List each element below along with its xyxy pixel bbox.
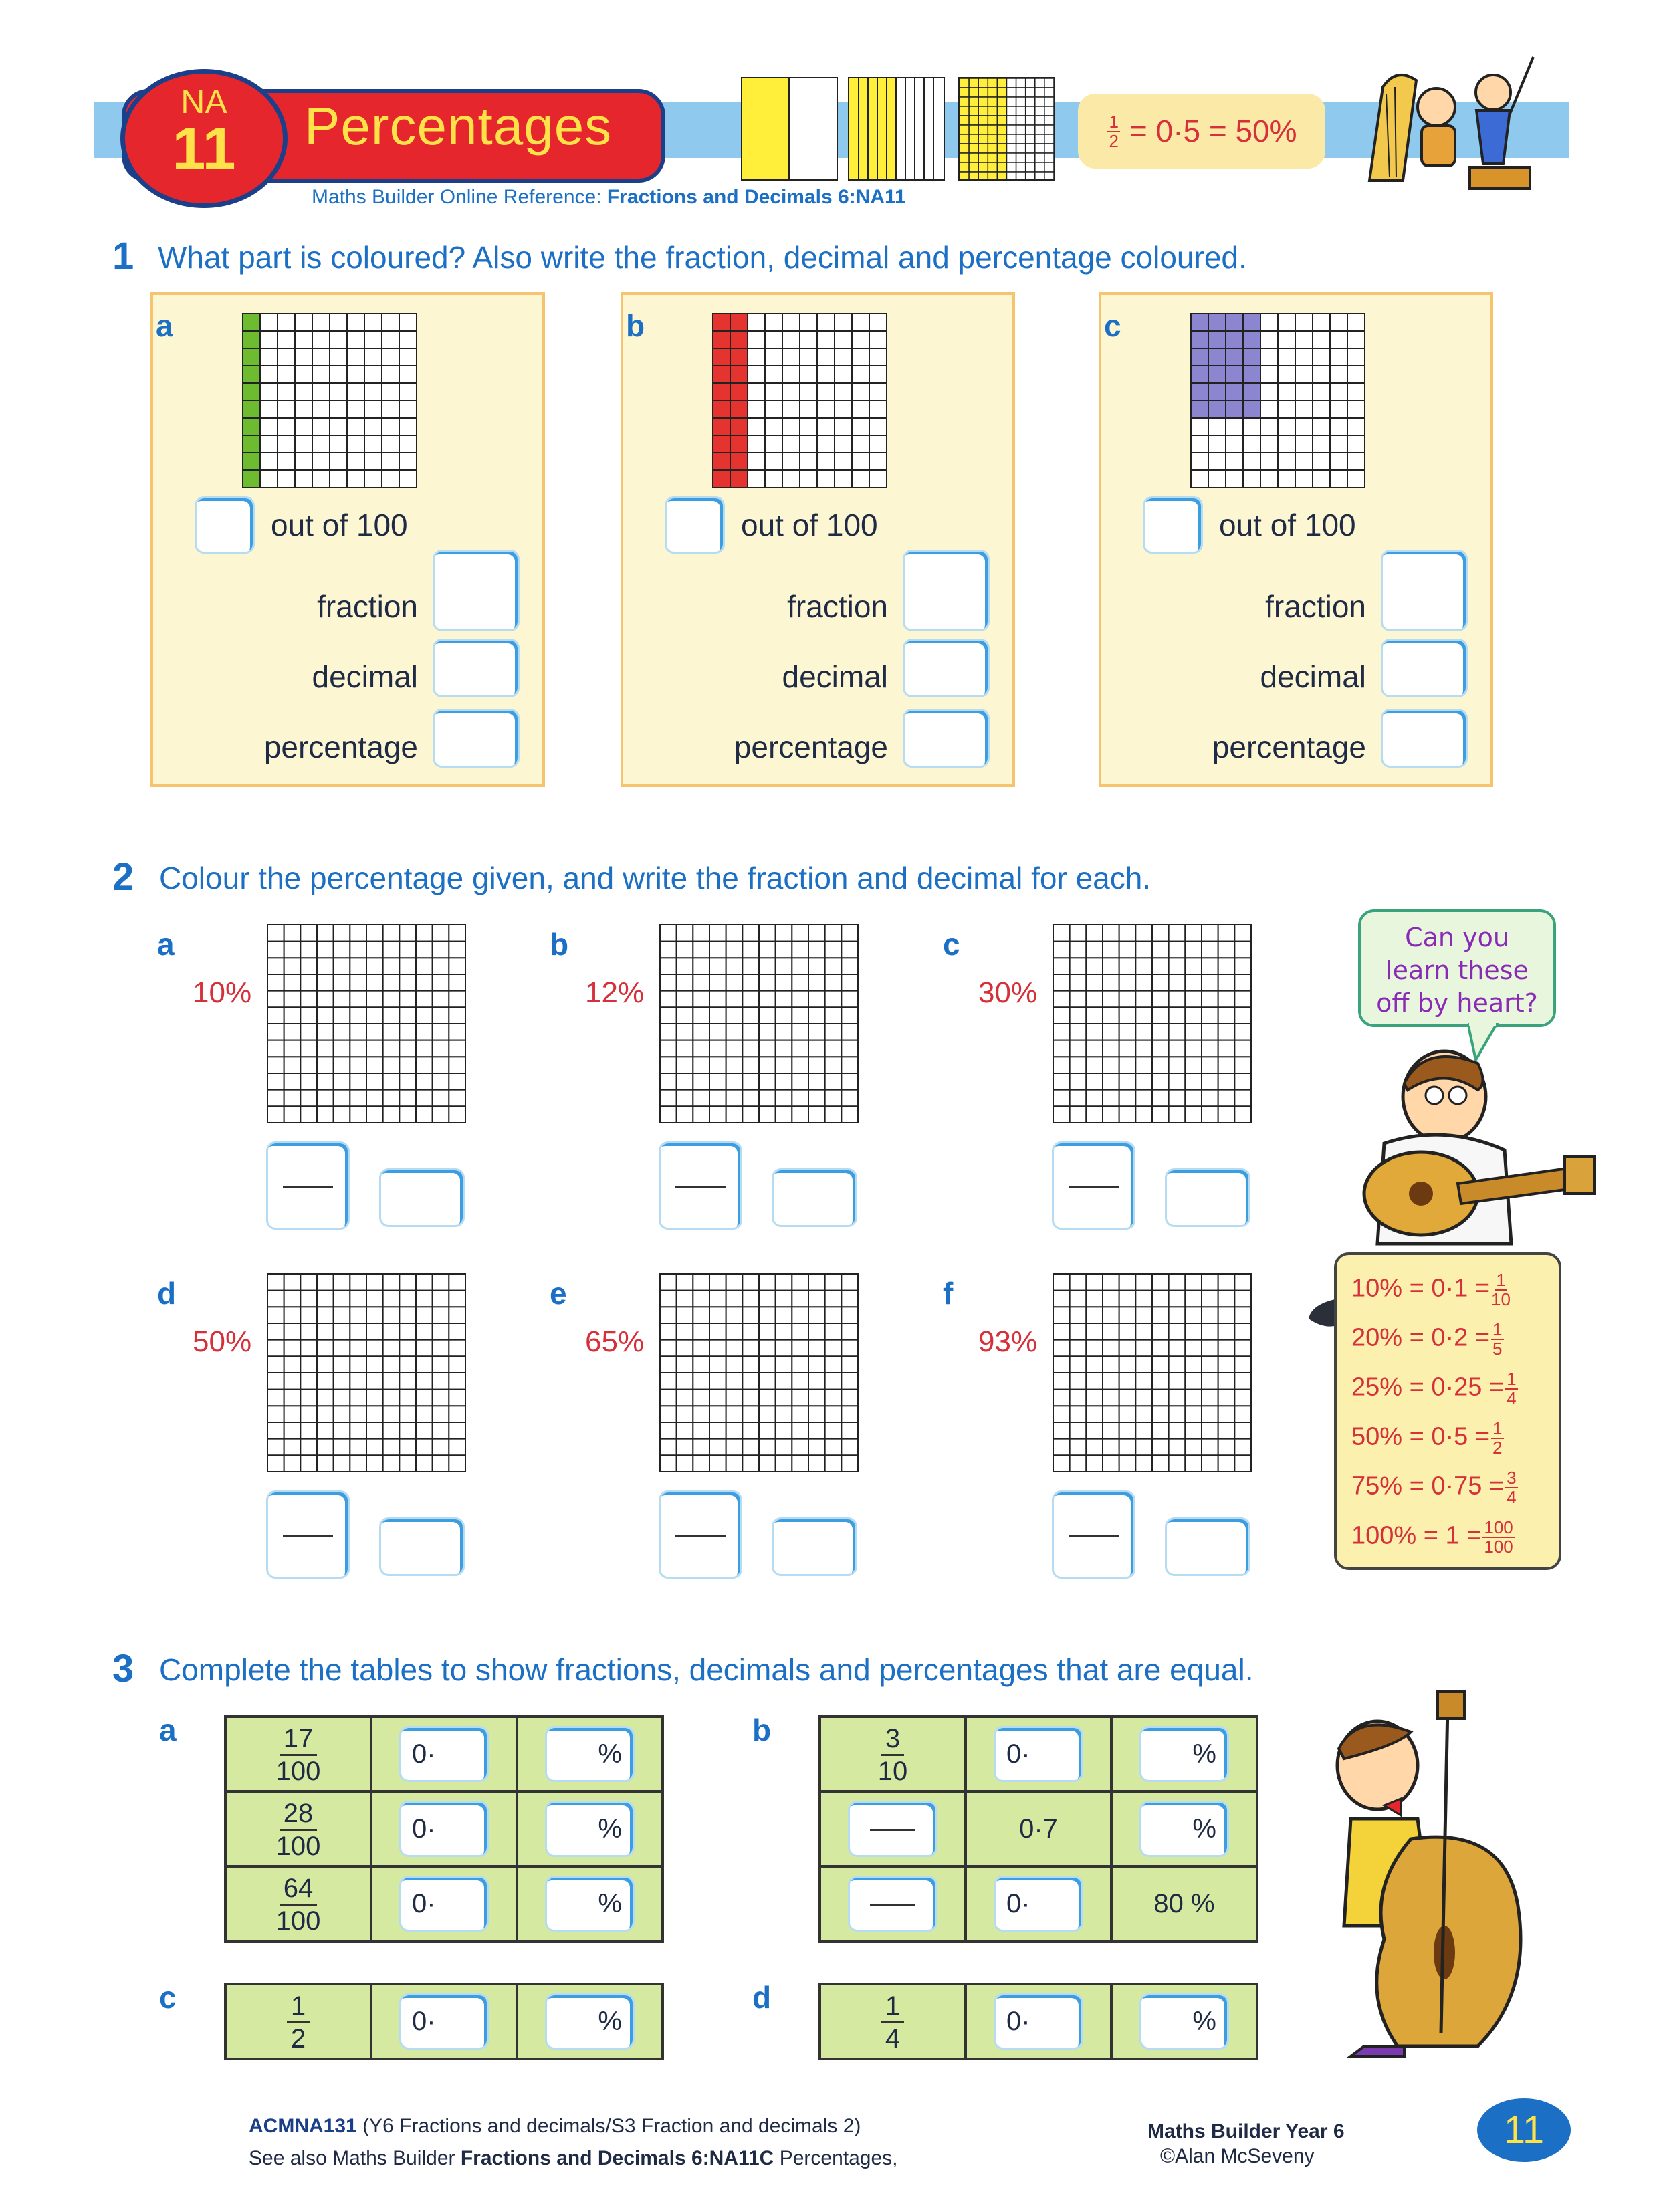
fraction-input[interactable]	[266, 1490, 350, 1579]
hundredths-grid-model	[958, 77, 1055, 181]
half-bar-model	[741, 77, 838, 181]
decimal-input[interactable]	[772, 1517, 857, 1576]
fact-row	[1351, 1519, 1516, 1555]
fact-row	[1351, 1420, 1505, 1456]
decimal-cell: 0·7	[966, 1791, 1111, 1866]
percentage-input[interactable]	[903, 709, 990, 768]
page-number: 11	[1477, 2098, 1571, 2162]
colouring-grid	[266, 923, 467, 1124]
decimal-input[interactable]: 0·	[399, 1726, 489, 1782]
equivalence-facts-card	[1334, 1252, 1561, 1570]
decimal-label: decimal	[782, 659, 888, 694]
table-c	[224, 1983, 664, 2060]
fact-fraction: $\frac{100}{100}$	[1484, 1517, 1513, 1557]
table-d	[818, 1983, 1258, 2060]
out-of-100-input[interactable]	[1143, 496, 1203, 554]
question-2-letter: a	[157, 927, 175, 962]
fraction-cell	[820, 1791, 966, 1866]
decimal-cell	[371, 1866, 517, 1941]
equivalence-note: $\frac{1}{2}$ = 0·5 = 50%	[1078, 94, 1325, 169]
tenths-bar-model	[848, 77, 945, 181]
out-of-label: out of 100	[1219, 508, 1356, 542]
percent-cell	[517, 1791, 663, 1866]
out-of-100-input[interactable]	[665, 496, 725, 554]
table-d-letter: d	[752, 1980, 772, 2015]
out-of-label: out of 100	[741, 508, 878, 542]
fraction-input[interactable]	[1381, 550, 1468, 631]
fact-fraction: $\frac{1}{2}$	[1492, 1418, 1503, 1458]
fact-text: 75% = 0·75 =	[1351, 1472, 1505, 1501]
table-b	[818, 1715, 1258, 1943]
decimal-input[interactable]	[379, 1517, 465, 1576]
colouring-grid	[266, 1273, 467, 1473]
fact-row	[1351, 1469, 1519, 1506]
hundred-grid	[1190, 312, 1366, 489]
fact-text: 20% = 0·2 =	[1351, 1323, 1490, 1352]
table-row	[820, 1984, 1257, 2059]
percent-input[interactable]: %	[545, 1876, 635, 1932]
table-row	[225, 1866, 663, 1941]
decimal-input[interactable]	[1165, 1517, 1250, 1576]
fact-row	[1351, 1370, 1519, 1407]
percent-cell	[517, 1866, 663, 1941]
decimal-cell	[371, 1717, 517, 1791]
fact-text: 50% = 0·5 =	[1351, 1422, 1490, 1451]
fraction-cell	[820, 1866, 966, 1941]
question-2-letter: e	[550, 1276, 567, 1311]
page-title: Percentages	[304, 96, 613, 156]
decimal-label: decimal	[312, 659, 418, 694]
fraction-input[interactable]	[848, 1876, 937, 1932]
out-of-label: out of 100	[271, 508, 408, 542]
percentage-label: percentage	[1212, 730, 1366, 764]
unit-number: 11	[172, 116, 236, 183]
see-also-reference: See also Maths Builder Fractions and Decimals 6:NA11C Percentages,	[249, 2147, 898, 2169]
table-a-letter: a	[159, 1712, 177, 1747]
harpist-illustration	[1343, 53, 1543, 191]
target-percent: 12%	[585, 976, 645, 1009]
decimal-cell	[966, 1717, 1111, 1791]
percentage-input[interactable]	[1381, 709, 1468, 768]
fact-text: 100% = 1 =	[1351, 1521, 1482, 1550]
decimal-cell	[966, 1866, 1111, 1941]
percent-cell	[1111, 1984, 1257, 2059]
fraction-cell: $\frac{1}{2}$	[225, 1984, 371, 2059]
colouring-grid	[659, 923, 859, 1124]
copyright: ©Alan McSeveny	[1160, 2145, 1315, 2167]
hundred-grid	[711, 312, 888, 489]
decimal-input[interactable]: 0·	[994, 1726, 1083, 1782]
fact-text: 25% = 0·25 =	[1351, 1373, 1505, 1402]
fact-row	[1351, 1271, 1512, 1308]
target-percent: 30%	[978, 976, 1038, 1009]
bass-player-illustration	[1304, 1685, 1545, 2060]
fraction-label: fraction	[1265, 589, 1366, 624]
question-2-number: 2	[112, 855, 134, 899]
out-of-100-input[interactable]	[195, 496, 255, 554]
percent-input[interactable]: %	[1139, 1726, 1229, 1782]
speech-bubble: Can you learn these off by heart?	[1358, 909, 1556, 1027]
decimal-input[interactable]	[1381, 639, 1468, 697]
target-percent: 10%	[193, 976, 252, 1009]
question-3-instruction: Complete the tables to show fractions, decimals and percentages that are equal.	[159, 1652, 1254, 1687]
percentage-label: percentage	[734, 730, 888, 764]
decimal-cell	[966, 1984, 1111, 2059]
fraction-input[interactable]	[433, 550, 520, 631]
fraction-bar	[283, 1535, 333, 1537]
table-row	[820, 1717, 1257, 1791]
table-c-letter: c	[159, 1980, 177, 2015]
fraction-cell: $\frac{1}{4}$	[820, 1984, 966, 2059]
online-reference: Maths Builder Online Reference: Fractions and Decimals 6:NA11	[312, 186, 906, 208]
fraction-bar	[675, 1535, 726, 1537]
fraction-cell: $\frac{3}{10}$	[820, 1717, 966, 1791]
table-row	[820, 1791, 1257, 1866]
fact-fraction: $\frac{1}{5}$	[1492, 1319, 1503, 1359]
table-row	[820, 1866, 1257, 1941]
fact-row	[1351, 1321, 1505, 1357]
question-1-instruction: What part is coloured? Also write the fraction, decimal and percentage coloured.	[158, 240, 1247, 275]
target-percent: 93%	[978, 1325, 1038, 1358]
panel-letter: b	[626, 308, 645, 343]
decimal-input[interactable]	[379, 1168, 465, 1227]
colouring-grid	[1052, 923, 1252, 1124]
decimal-input[interactable]	[903, 639, 990, 697]
fact-fraction: $\frac{1}{10}$	[1491, 1270, 1511, 1309]
decimal-input[interactable]	[772, 1168, 857, 1227]
question-1-number: 1	[112, 235, 134, 278]
table-row	[225, 1717, 663, 1791]
decimal-label: decimal	[1260, 659, 1366, 694]
percent-input[interactable]: %	[545, 1993, 635, 2050]
guitarist-illustration	[1344, 1043, 1605, 1257]
fraction-input[interactable]	[848, 1801, 937, 1857]
hundred-grid	[241, 312, 418, 489]
fraction-input[interactable]	[659, 1141, 742, 1230]
question-2-letter: f	[943, 1276, 954, 1311]
fraction-input[interactable]	[659, 1490, 742, 1579]
decimal-input[interactable]: 0·	[399, 1876, 489, 1932]
decimal-input[interactable]: 0·	[399, 1993, 489, 2050]
fraction-input[interactable]	[266, 1141, 350, 1230]
percent-cell: 80 %	[1111, 1866, 1257, 1941]
decimal-cell	[371, 1791, 517, 1866]
book-title: Maths Builder Year 6	[1147, 2120, 1345, 2142]
fraction-input[interactable]	[903, 550, 990, 631]
colouring-grid	[659, 1273, 859, 1473]
decimal-cell	[371, 1984, 517, 2059]
unit-code: NA	[181, 83, 227, 120]
fraction-cell: $\frac{17}{100}$	[225, 1717, 371, 1791]
question-2-instruction: Colour the percentage given, and write the fraction and decimal for each.	[159, 861, 1151, 895]
fact-fraction: $\frac{1}{4}$	[1507, 1369, 1517, 1408]
fraction-label: fraction	[317, 589, 418, 624]
panel-letter: c	[1104, 308, 1121, 343]
table-a	[224, 1715, 664, 1943]
percentage-input[interactable]	[433, 709, 520, 768]
question-3-number: 3	[112, 1647, 134, 1690]
percent-input[interactable]: %	[545, 1726, 635, 1782]
percent-input[interactable]: %	[1139, 1801, 1229, 1857]
curriculum-reference: ACMNA131 (Y6 Fractions and decimals/S3 Fraction and decimals 2)	[249, 2115, 861, 2137]
fraction-input[interactable]	[1052, 1490, 1135, 1579]
decimal-input[interactable]	[433, 639, 520, 697]
fact-fraction: $\frac{3}{4}$	[1507, 1468, 1517, 1507]
colouring-grid	[1052, 1273, 1252, 1473]
question-2-letter: c	[943, 927, 960, 962]
fraction-label: fraction	[787, 589, 888, 624]
fraction-bar	[283, 1186, 333, 1188]
fraction-cell: $\frac{28}{100}$	[225, 1791, 371, 1866]
target-percent: 50%	[193, 1325, 252, 1358]
percent-cell	[1111, 1791, 1257, 1866]
question-2-letter: b	[550, 927, 569, 962]
fraction-bar	[675, 1186, 726, 1188]
percent-cell	[517, 1717, 663, 1791]
fact-text: 10% = 0·1 =	[1351, 1274, 1490, 1303]
decimal-input[interactable]: 0·	[994, 1993, 1083, 2050]
percent-cell	[517, 1984, 663, 2059]
panel-letter: a	[156, 308, 173, 343]
table-row	[225, 1984, 663, 2059]
half-fraction: $\frac{1}{2}$	[1109, 111, 1119, 151]
decimal-input[interactable]	[1165, 1168, 1250, 1227]
fraction-cell: $\frac{64}{100}$	[225, 1866, 371, 1941]
question-2-letter: d	[157, 1276, 177, 1311]
percentage-label: percentage	[263, 730, 418, 764]
table-row	[225, 1791, 663, 1866]
decimal-input[interactable]: 0·	[994, 1876, 1083, 1932]
fraction-bar	[1069, 1186, 1119, 1188]
percent-cell	[1111, 1717, 1257, 1791]
table-b-letter: b	[752, 1712, 772, 1747]
percent-input[interactable]: %	[1139, 1993, 1229, 2050]
decimal-input[interactable]: 0·	[399, 1801, 489, 1857]
percent-input[interactable]: %	[545, 1801, 635, 1857]
fraction-input[interactable]	[1052, 1141, 1135, 1230]
target-percent: 65%	[585, 1325, 645, 1358]
fraction-bar	[1069, 1535, 1119, 1537]
